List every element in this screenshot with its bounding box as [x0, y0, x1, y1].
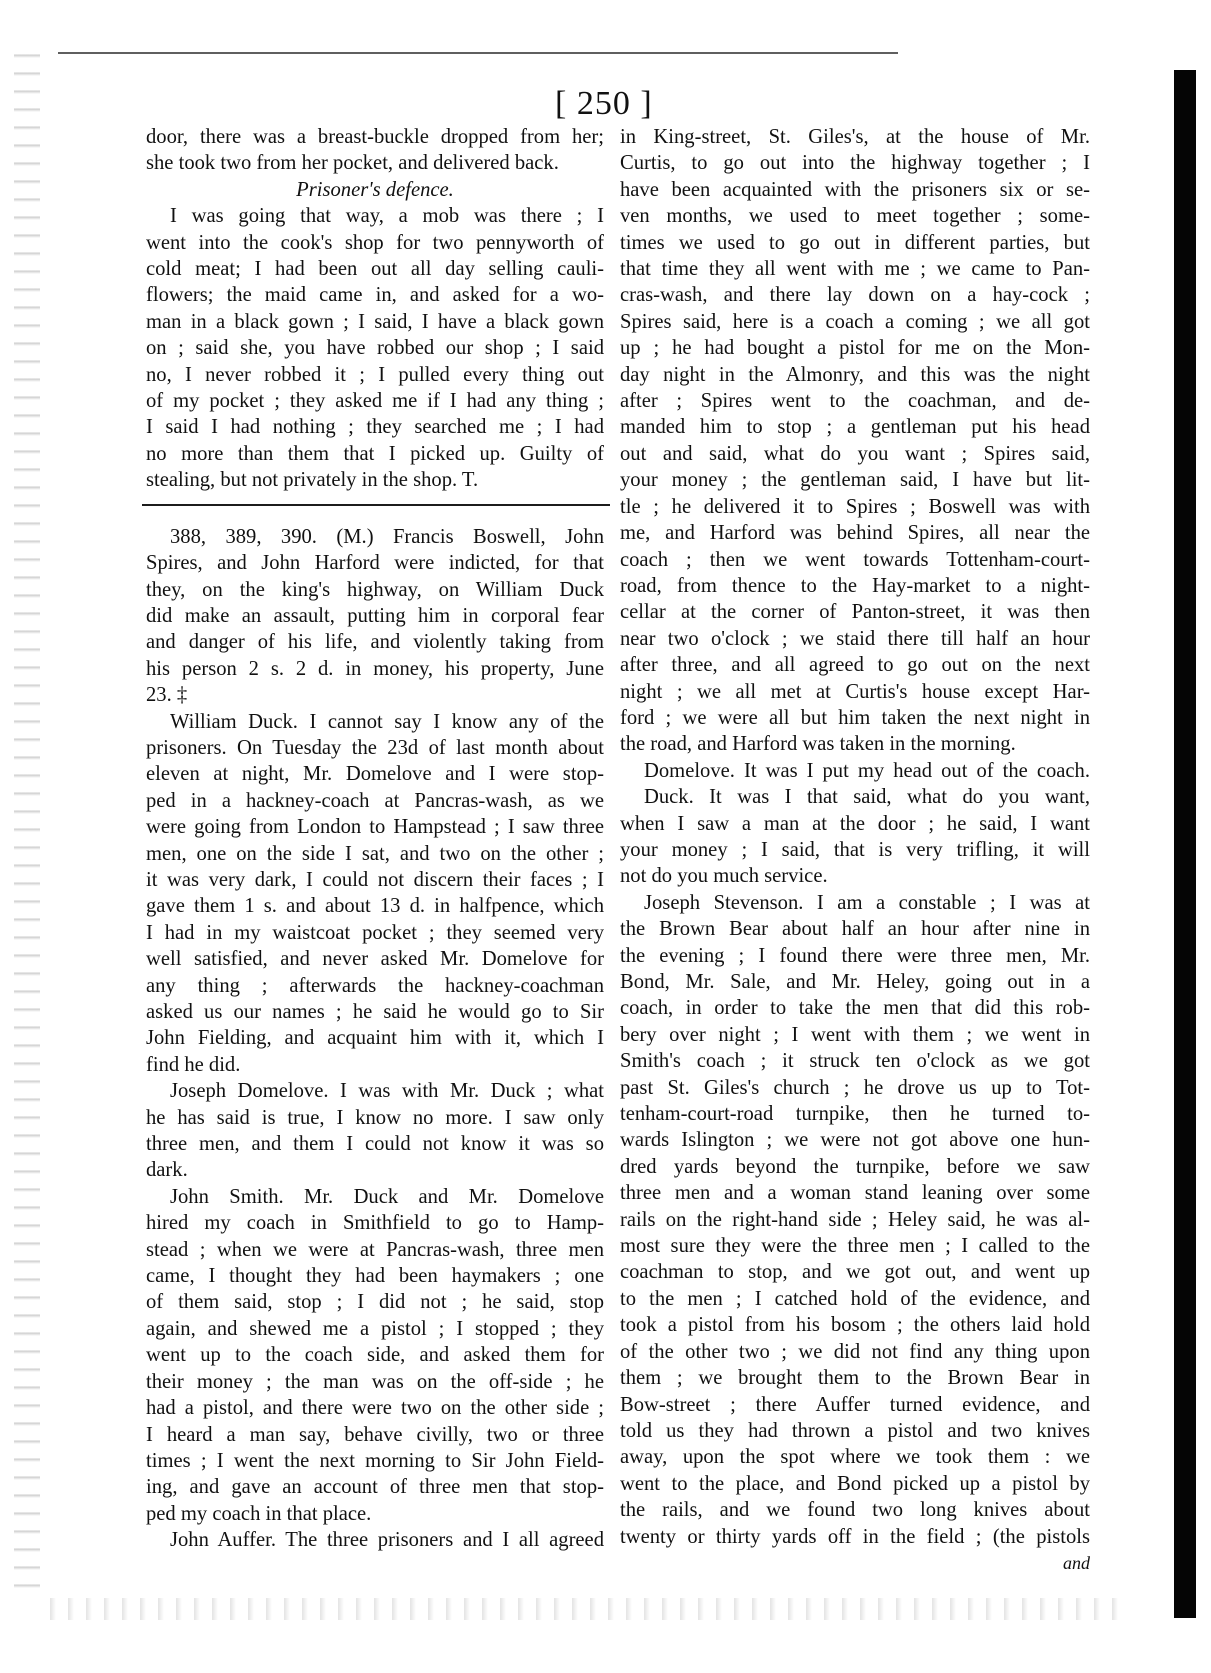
- text-line: me, and Harford was behind Spires, all near the: [620, 522, 1090, 545]
- text-line: manded him to stop ; a gentleman put his head: [620, 416, 1090, 439]
- text-line: away, upon the spot where we took them : we: [620, 1446, 1090, 1469]
- page-number: [ 250 ]: [555, 85, 653, 122]
- text-line: door, there was a breast-buckle dropped from her;: [146, 126, 604, 148]
- text-line: prisoners. On Tuesday the 23d of last month about: [146, 736, 604, 759]
- text-line: tle ; he delivered it to Spires ; Boswell was with: [620, 495, 1090, 518]
- text-line: day night in the Almonry, and this was the night: [620, 363, 1090, 386]
- text-line: Joseph Domelove. I was with Mr. Duck ; what: [170, 1080, 604, 1103]
- text-line: Domelove. It was I put my head out of the coach.: [644, 759, 1090, 782]
- text-line: John Smith. Mr. Duck and Mr. Domelove: [170, 1185, 604, 1208]
- text-line: no, I never robbed it ; I pulled every thing out: [146, 363, 604, 386]
- text-line: road, from thence to the Hay-market to a night-: [620, 574, 1090, 597]
- text-line: Smith's coach ; it struck ten o'clock as we got: [620, 1050, 1090, 1073]
- text-line: William Duck. I cannot say I know any of the: [170, 710, 604, 733]
- text-line: Bow-street ; there Auffer turned evidence, and: [620, 1393, 1090, 1416]
- text-line: did make an assault, putting him in corporal fear: [146, 604, 604, 627]
- text-line: coachman to stop, and we got out, and went up: [620, 1261, 1090, 1284]
- text-line: after ; Spires went to the coachman, and de-: [620, 390, 1090, 413]
- text-line: Spires, and John Harford were indicted, for that: [146, 552, 604, 575]
- text-line: flowers; the maid came in, and asked for a wo-: [146, 284, 604, 307]
- text-line: again, and shewed me a pistol ; I stopped ; they: [146, 1317, 604, 1340]
- section-heading: Prisoner's defence.: [296, 178, 454, 201]
- scan-edge-shadow: [14, 40, 40, 1600]
- text-line: cold meat; I had been out all day selling cauli-: [146, 258, 604, 281]
- text-line: times we used to go out in different parties, but: [620, 231, 1090, 254]
- text-line: up ; he had bought a pistol for me on the Mon-: [620, 337, 1090, 360]
- text-line: I was going that way, a mob was there ; I: [170, 205, 604, 228]
- text-line: night ; we all met at Curtis's house except Har-: [620, 680, 1090, 703]
- text-line: tenham-court-road turnpike, then he turned to-: [620, 1103, 1090, 1126]
- text-line: find he did.: [146, 1053, 241, 1076]
- text-line: went to the place, and Bond picked up a pistol by: [620, 1472, 1090, 1495]
- text-line: told us they had thrown a pistol and two knives: [620, 1419, 1090, 1442]
- text-line: went into the cook's shop for two pennyworth of: [146, 231, 604, 254]
- text-line: wards Islington ; we were not got above one hun-: [620, 1129, 1090, 1152]
- text-line: near two o'clock ; we staid there till half an hour: [620, 627, 1090, 650]
- text-line: them ; we brought them to the Brown Bear in: [620, 1367, 1090, 1390]
- text-line: three men and a woman stand leaning over some: [620, 1182, 1090, 1205]
- text-line: eleven at night, Mr. Domelove and I were stop-: [146, 763, 604, 786]
- text-line: ford ; we were all but him taken the next night in: [620, 706, 1090, 729]
- text-line: your money ; the gentleman said, I have but lit-: [620, 469, 1090, 492]
- text-line: went up to the coach side, and asked them for: [146, 1344, 604, 1367]
- text-line: the evening ; I found there were three men, Mr.: [620, 944, 1090, 967]
- catchword: and: [1063, 1552, 1090, 1573]
- text-line: cras-wash, and there lay down on a hay-cock ;: [620, 284, 1090, 307]
- text-line: that time they all went with me ; we came to Pan-: [620, 258, 1090, 281]
- text-line: have been acquainted with the prisoners six or se-: [620, 178, 1090, 201]
- text-line: Bond, Mr. Sale, and Mr. Heley, going out in a: [620, 971, 1090, 993]
- text-line: of them said, stop ; I did not ; he said, stop: [146, 1291, 604, 1314]
- text-line: ped my coach in that place.: [146, 1502, 372, 1525]
- text-line: hired my coach in Smithfield to go to Hamp-: [146, 1212, 604, 1235]
- text-line: I heard a man say, behave civilly, two or three: [146, 1423, 604, 1446]
- text-line: three men, and them I could not know it was so: [146, 1133, 604, 1156]
- text-line: man in a black gown ; I said, I have a black gown: [146, 310, 604, 333]
- text-line: past St. Giles's church ; he drove us up to Tot-: [620, 1076, 1090, 1099]
- text-line: Spires said, here is a coach a coming ; we all got: [620, 310, 1090, 333]
- text-line: 23. ‡: [146, 684, 188, 707]
- text-line: John Auffer. The three prisoners and I all agreed: [170, 1529, 604, 1552]
- text-line: ven months, we used to meet together ; some-: [620, 205, 1090, 228]
- text-line: were going from London to Hampstead ; I saw three: [146, 816, 604, 839]
- text-line: the Brown Bear about half an hour after nine in: [620, 918, 1090, 941]
- text-line: rails on the right-hand side ; Heley said, he was al-: [620, 1208, 1090, 1231]
- text-line: when I saw a man at the door ; he said, I want: [620, 812, 1090, 835]
- text-line: dark.: [146, 1159, 188, 1182]
- left-column: [146, 124, 604, 1554]
- text-line: Duck. It was I that said, what do you want,: [644, 786, 1090, 809]
- text-line: 388, 389, 390. (M.) Francis Boswell, John: [170, 525, 604, 548]
- text-line: Joseph Stevenson. I am a constable ; I was at: [644, 891, 1090, 914]
- text-line: bery over night ; I went with them ; we went in: [620, 1023, 1090, 1046]
- text-line: the road, and Harford was taken in the morning.: [620, 733, 1016, 756]
- text-line: twenty or thirty yards off in the field ; (the pistols: [620, 1525, 1090, 1548]
- text-line: any thing ; afterwards the hackney-coachman: [146, 974, 604, 997]
- text-line: they, on the king's highway, on William Duck: [146, 578, 604, 601]
- text-line: coach, in order to take the men that did this rob-: [620, 997, 1090, 1020]
- text-line: dred yards beyond the turnpike, before we saw: [620, 1155, 1090, 1178]
- text-line: had a pistol, and there were two on the other side ;: [146, 1397, 604, 1420]
- text-line: I said I had nothing ; they searched me ; I had: [146, 416, 604, 439]
- text-line: most sure they were the three men ; I called to the: [620, 1235, 1090, 1258]
- text-line: after three, and all agreed to go out on the next: [620, 654, 1090, 677]
- text-line: cellar at the corner of Panton-street, it was then: [620, 601, 1090, 624]
- text-line: I had in my waistcoat pocket ; they seemed very: [146, 921, 604, 944]
- text-line: ing, and gave an account of three men that stop-: [146, 1476, 604, 1499]
- text-line: gave them 1 s. and about 13 d. in halfpence, which: [146, 895, 604, 918]
- text-line: not do you much service.: [620, 865, 828, 888]
- text-line: his person 2 s. 2 d. in money, his property, June: [146, 657, 604, 680]
- text-line: of my pocket ; they asked me if I had any thing ;: [146, 390, 604, 413]
- header-rule: [58, 52, 898, 54]
- text-line: ped in a hackney-coach at Pancras-wash, as we: [146, 789, 604, 812]
- text-line: no more than them that I picked up. Guilty of: [146, 442, 604, 465]
- section-divider: [142, 504, 610, 506]
- text-line: and danger of his life, and violently taking from: [146, 631, 604, 654]
- text-line: John Fielding, and acquaint him with it, which I: [146, 1027, 604, 1050]
- text-line: she took two from her pocket, and delivered back.: [146, 152, 559, 175]
- text-line: in King-street, St. Giles's, at the house of Mr.: [620, 126, 1090, 148]
- text-line: coach ; then we went towards Tottenham-court-: [620, 548, 1090, 571]
- text-line: took a pistol from his bosom ; the others laid hold: [620, 1314, 1090, 1337]
- scan-binding-bar: [1174, 70, 1196, 1618]
- text-line: stealing, but not privately in the shop. T.: [146, 469, 479, 492]
- text-line: well satisfied, and never asked Mr. Domelove for: [146, 948, 604, 971]
- text-line: out and said, what do you want ; Spires said,: [620, 442, 1090, 465]
- text-line: it was very dark, I could not discern their faces ; I: [146, 868, 604, 891]
- text-line: their money ; the man was on the off-side ; he: [146, 1370, 604, 1393]
- scan-bottom-edge: [50, 1598, 1120, 1620]
- right-column: [620, 124, 1090, 1576]
- text-line: stead ; when we were at Pancras-wash, three men: [146, 1238, 604, 1261]
- text-line: of the other two ; we did not find any thing upon: [620, 1340, 1090, 1363]
- text-line: to the men ; I catched hold of the evidence, and: [620, 1287, 1090, 1310]
- text-line: times ; I went the next morning to Sir John Field-: [146, 1449, 604, 1472]
- text-line: on ; said she, you have robbed our shop ; I said: [146, 337, 604, 360]
- text-line: your money ; I said, that is very trifling, it will: [620, 838, 1090, 861]
- text-line: the rails, and we found two long knives about: [620, 1499, 1090, 1522]
- text-line: he has said is true, I know no more. I saw only: [146, 1106, 604, 1129]
- text-line: came, I thought they had been haymakers ; one: [146, 1265, 604, 1288]
- text-line: men, one on the side I sat, and two on the other ;: [146, 842, 604, 865]
- text-line: asked us our names ; he said he would go to Sir: [146, 1001, 604, 1023]
- text-line: Curtis, to go out into the highway together ; I: [620, 152, 1090, 175]
